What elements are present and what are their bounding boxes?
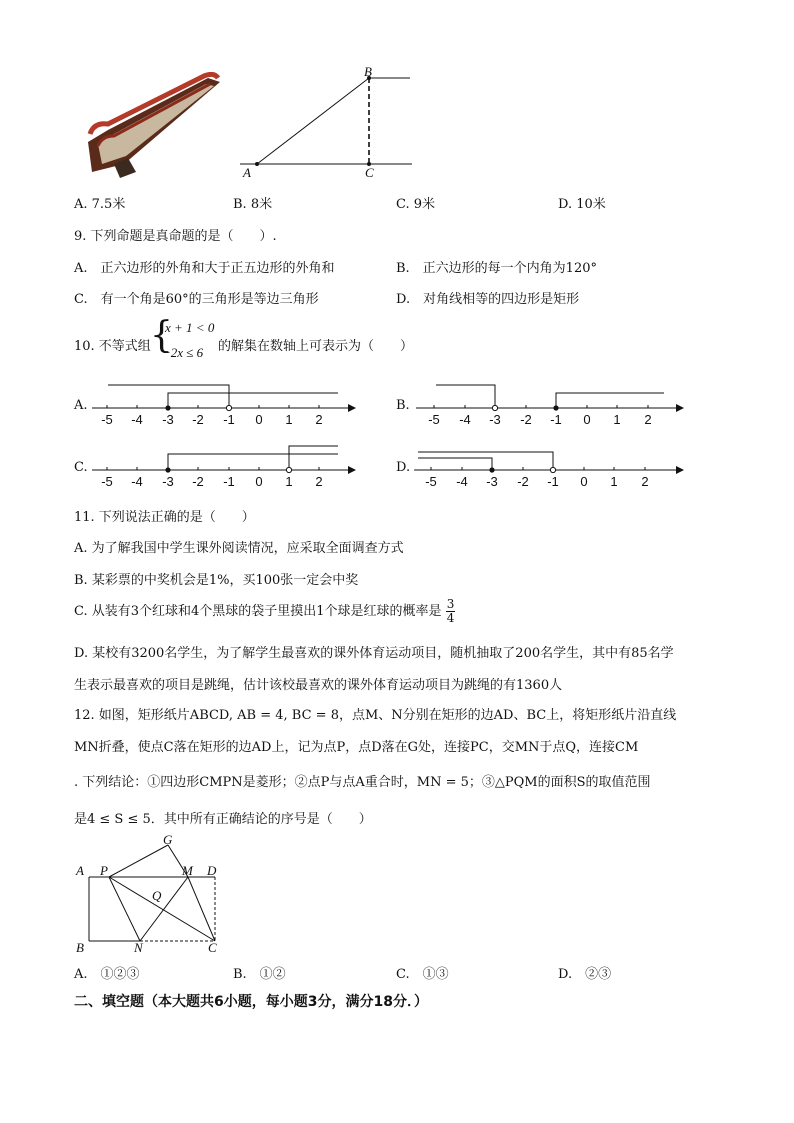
escalator-image (84, 72, 224, 180)
tick-label: -2 (517, 474, 529, 489)
q11-option-c[interactable] (74, 598, 455, 625)
q8-option-b[interactable]: B. 8米 (233, 197, 273, 212)
number-line-d[interactable] (412, 444, 688, 490)
tick-label: -4 (456, 474, 468, 489)
tick-label: -2 (192, 412, 204, 427)
fraction-numerator: 3 (446, 597, 455, 611)
q12-option-b[interactable]: B. ①② (233, 967, 286, 982)
q10-prefix: 10. 不等式组 (74, 339, 151, 354)
tick-label: -3 (486, 474, 498, 489)
q10-suffix: 的解集在数轴上可表示为（ ） (218, 339, 414, 354)
tick-label: -2 (520, 412, 532, 427)
tick-label: -4 (131, 474, 143, 489)
number-line-b[interactable] (414, 382, 688, 428)
q12-line2: MN折叠，使点C落在矩形的边AD上，记为点P，点D落在G处，连接PC，交MN于点Q，连接CM (74, 740, 639, 755)
q8-option-c[interactable]: C. 9米 (396, 197, 436, 212)
q11-option-a[interactable]: A. 为了解我国中学生课外阅读情况，应采取全面调查方式 (74, 541, 404, 556)
q10-option-d-label[interactable]: D. (396, 460, 411, 475)
label-n: N (134, 940, 143, 955)
label-m: M (182, 863, 193, 878)
q10-option-c-label[interactable]: C. (74, 460, 88, 475)
q10-option-a-label[interactable]: A. (74, 398, 88, 413)
label-a: A (243, 165, 251, 180)
tick-label: -3 (489, 412, 501, 427)
number-line-c[interactable] (90, 444, 360, 490)
tick-label: 2 (644, 412, 652, 427)
tick-label: 1 (285, 412, 293, 427)
tick-label: -3 (162, 412, 174, 427)
q9-option-a[interactable]: A. 正六边形的外角和大于正五边形的外角和 (74, 261, 335, 276)
tick-label: -5 (428, 412, 440, 427)
triangle-abc-figure (232, 60, 422, 184)
tick-label: -5 (425, 474, 437, 489)
q10-option-b-label[interactable]: B. (396, 398, 410, 413)
tick-label: 0 (580, 474, 588, 489)
q10-ineq1: x + 1 < 0 (165, 320, 215, 335)
q11-stem: 11. 下列说法正确的是（ ） (74, 510, 255, 525)
label-g: G (163, 832, 173, 847)
tick-label: 0 (583, 412, 591, 427)
label-a: A (76, 863, 84, 878)
tick-label: -1 (223, 412, 235, 427)
tick-label: -4 (459, 412, 471, 427)
q11-option-d-line2[interactable]: 生表示最喜欢的项目是跳绳，估计该校最喜欢的课外体育运动项目为跳绳的有1360人 (74, 678, 563, 693)
fraction (446, 598, 456, 625)
q9-option-d[interactable]: D. 对角线相等的四边形是矩形 (396, 292, 580, 307)
q11-option-c-text: C. 从装有3个红球和4个黑球的袋子里摸出1个球是红球的概率是 (74, 604, 442, 619)
q12-line1: 12. 如图，矩形纸片ABCD, AB = 4, BC = 8，点M、N分别在矩形的边AD、BC上，将矩形纸片沿直线 (74, 708, 677, 723)
tick-label: 1 (613, 412, 621, 427)
q12-option-d[interactable]: D. ②③ (558, 967, 612, 982)
label-b: B (364, 64, 372, 79)
tick-label: -1 (547, 474, 559, 489)
q12-option-c[interactable]: C. ①③ (396, 967, 449, 982)
fraction-denominator: 4 (446, 611, 455, 625)
tick-label: 2 (315, 474, 323, 489)
tick-label: -5 (101, 412, 113, 427)
q11-option-d-line1[interactable]: D. 某校有3200名学生，为了解学生最喜欢的课外体育运动项目，随机抽取了200名学生，其中有85名学 (74, 646, 674, 661)
number-line-a[interactable] (90, 382, 360, 428)
section-heading: 二、填空题（本大题共6小题，每小题3分，满分18分．） (74, 994, 428, 1010)
q12-option-a[interactable]: A. ①②③ (74, 967, 140, 982)
tick-label: -1 (550, 412, 562, 427)
label-d: D (207, 863, 217, 878)
q8-option-a[interactable]: A. 7.5米 (74, 197, 126, 212)
q10-brace: { (150, 315, 173, 356)
tick-label: 0 (255, 474, 263, 489)
tick-label: 1 (285, 474, 293, 489)
q8-option-d[interactable]: D. 10米 (558, 197, 606, 212)
label-p: P (100, 863, 108, 878)
tick-label: -1 (223, 474, 235, 489)
label-b: B (76, 940, 84, 955)
tick-label: -5 (101, 474, 113, 489)
label-q: Q (152, 888, 162, 903)
tick-label: 2 (315, 412, 323, 427)
q12-line3: . 下列结论：①四边形CMPN是菱形；②点P与点A重合时，MN = 5；③△PQM的面积S的取值范围 (74, 775, 651, 790)
label-c: C (365, 165, 374, 180)
q11-option-b[interactable]: B. 某彩票的中奖机会是1%，买100张一定会中奖 (74, 573, 359, 588)
tick-label: -2 (192, 474, 204, 489)
q9-option-c[interactable]: C. 有一个角是60°的三角形是等边三角形 (74, 292, 319, 307)
tick-label: -4 (131, 412, 143, 427)
label-c: C (208, 940, 217, 955)
q9-stem: 9. 下列命题是真命题的是（ ）. (74, 229, 277, 244)
q9-option-b[interactable]: B. 正六边形的每一个内角为120° (396, 261, 597, 276)
tick-label: 2 (641, 474, 649, 489)
q12-line4: 是4 ≤ S ≤ 5．其中所有正确结论的序号是（ ） (74, 812, 372, 827)
tick-label: 0 (255, 412, 263, 427)
q10-ineq2: −2x ≤ 6 (162, 345, 204, 360)
tick-label: 1 (610, 474, 618, 489)
tick-label: -3 (162, 474, 174, 489)
